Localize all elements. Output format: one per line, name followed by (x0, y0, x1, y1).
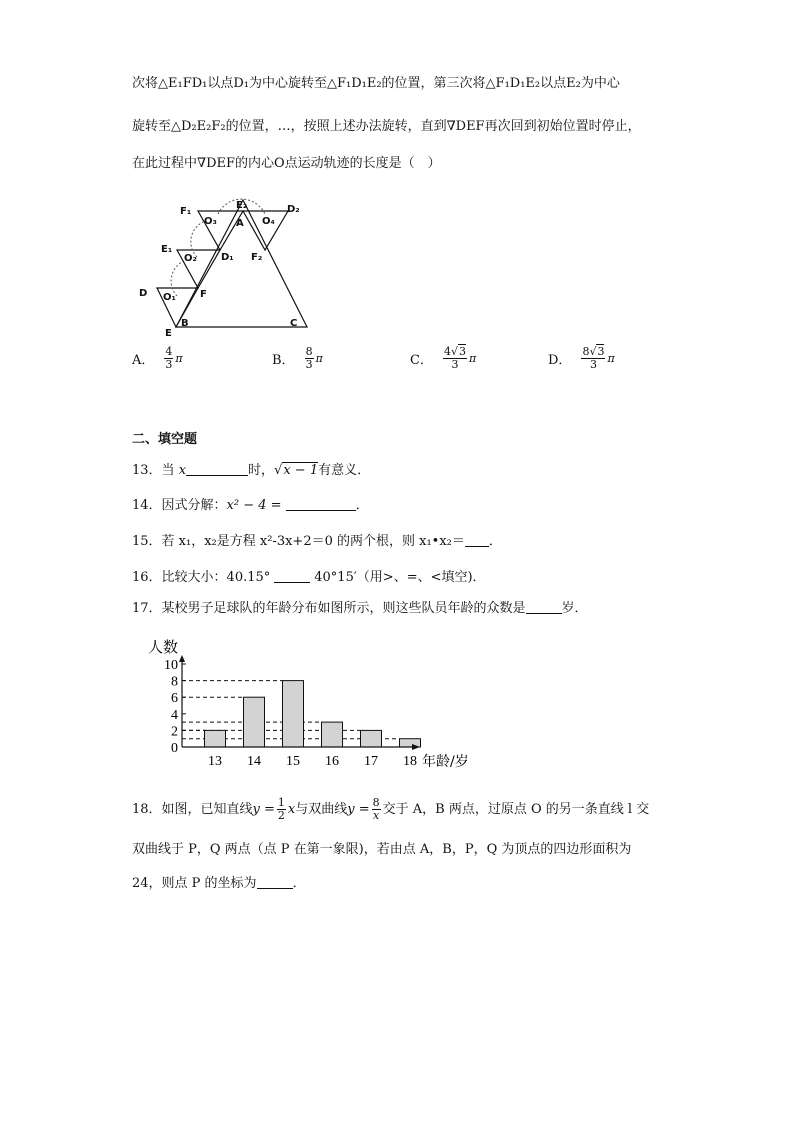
label-O1: O₁ (163, 292, 176, 303)
y-tick-label-2: 2 (171, 724, 178, 740)
q14: 14．因式分解：x² − 4 = ． (132, 498, 369, 513)
y-tick-label-10: 10 (164, 658, 178, 673)
option-c-fraction: $\frac{4√3}{3}$ (443, 345, 466, 371)
y-tick-label-0: 0 (171, 741, 178, 756)
bar-16 (322, 722, 343, 747)
label-D: D (139, 288, 148, 299)
q18-line1: 18．如图，已知直线y = $\frac{1}{2}$ x与双曲线y = $\frac{8}{x}$ 交于 A，B 两点，过原点 O 的另一条直线 l 交 (132, 796, 650, 822)
x-tick-label-17: 17 (364, 754, 378, 769)
q13-answer-blank[interactable] (186, 463, 248, 476)
label-F2: F₂ (251, 252, 263, 263)
label-E2: E₂ (236, 200, 248, 211)
x-axis-label: 年龄/岁 (422, 754, 469, 770)
option-a-label: A． (132, 353, 155, 368)
option-a-fraction: $\frac{4}{3}$ (165, 345, 173, 371)
arc-2 (191, 222, 203, 257)
q16: 16．比较大小：40.15° 40°15′（用>、=、<填空)． (132, 570, 486, 585)
option-d-fraction: $\frac{8√3}{3}$ (582, 345, 605, 371)
y-tick-label-4: 4 (171, 707, 178, 723)
y-axis-arrow (179, 655, 185, 662)
label-C: C (290, 318, 298, 329)
q14-answer-blank[interactable] (286, 498, 356, 511)
age-bar-chart (140, 630, 480, 775)
label-D1: D₁ (221, 252, 234, 263)
q15-answer-blank[interactable] (465, 534, 489, 547)
q15: 15．若 x₁，x₂是方程 x²-3x+2＝0 的两个根，则 x₁•x₂＝ ． (132, 534, 502, 549)
option-b-fraction: $\frac{8}{3}$ (305, 345, 313, 371)
q17: 17．某校男子足球队的年龄分布如图所示，则这些队员年龄的众数是 岁． (132, 601, 588, 616)
label-F: F (200, 289, 207, 300)
q18-line2: 双曲线于 P，Q 两点（点 P 在第一象限)，若由点 A，B，P，Q 为顶点的四边形面积为 (132, 842, 632, 857)
x-tick-label-14: 14 (247, 754, 261, 769)
label-O2: O₂ (184, 253, 197, 264)
q12-line2: 旋转至△D₂E₂F₂的位置，…，按照上述办法旋转，直到∇DEF再次回到初始位置时停止， (132, 119, 641, 134)
q18-line3: 24，则点 P 的坐标为 ． (132, 876, 306, 891)
option-d-label: D． (548, 353, 572, 368)
option-c[interactable]: C． $\frac{4√3}{3}$ π (410, 345, 477, 371)
x-tick-label-15: 15 (286, 754, 300, 769)
option-d[interactable]: D． $\frac{8√3}{3}$ π (548, 345, 615, 371)
section-heading: 二、填空题 (132, 432, 198, 447)
q13: 13．当 x 时，√x − 1有意义． (132, 463, 371, 478)
q16-answer-blank[interactable] (274, 570, 310, 583)
label-F1: F₁ (180, 206, 192, 217)
bar-13 (205, 730, 226, 747)
q18-answer-blank[interactable] (257, 876, 293, 889)
x-tick-label-18: 18 (403, 754, 417, 769)
q12-line3: 在此过程中∇DEF的内心O点运动轨迹的长度是（ ） (132, 156, 441, 171)
option-b-label: B． (272, 353, 295, 368)
q12-line1: 次将△E₁FD₁以点D₁为中心旋转至△F₁D₁E₂的位置，第三次将△F₁D₁E₂以点E₂为中心 (132, 76, 620, 91)
y-tick-label-8: 8 (171, 674, 178, 690)
label-E: E (165, 328, 172, 339)
label-O4: O₄ (262, 216, 275, 227)
q17-answer-blank[interactable] (526, 601, 562, 614)
option-c-label: C． (410, 353, 433, 368)
option-a[interactable]: A． $\frac{4}{3}$ π (132, 345, 183, 371)
arc-1 (171, 262, 182, 296)
q12-geometry-figure (130, 190, 330, 340)
x-tick-label-16: 16 (325, 754, 339, 769)
label-D2: D₂ (287, 204, 300, 215)
label-E1: E₁ (161, 244, 173, 255)
bar-14 (244, 697, 265, 747)
label-O3: O₃ (204, 216, 217, 227)
y-axis-label: 人数 (148, 638, 179, 656)
y-tick-label-6: 6 (171, 691, 178, 707)
label-A: A (236, 218, 244, 229)
option-b[interactable]: B． $\frac{8}{3}$ π (272, 345, 323, 371)
label-B: B (181, 318, 189, 329)
x-tick-label-13: 13 (208, 754, 222, 769)
bar-15 (283, 681, 304, 747)
bar-18 (400, 739, 421, 747)
bar-17 (361, 730, 382, 747)
